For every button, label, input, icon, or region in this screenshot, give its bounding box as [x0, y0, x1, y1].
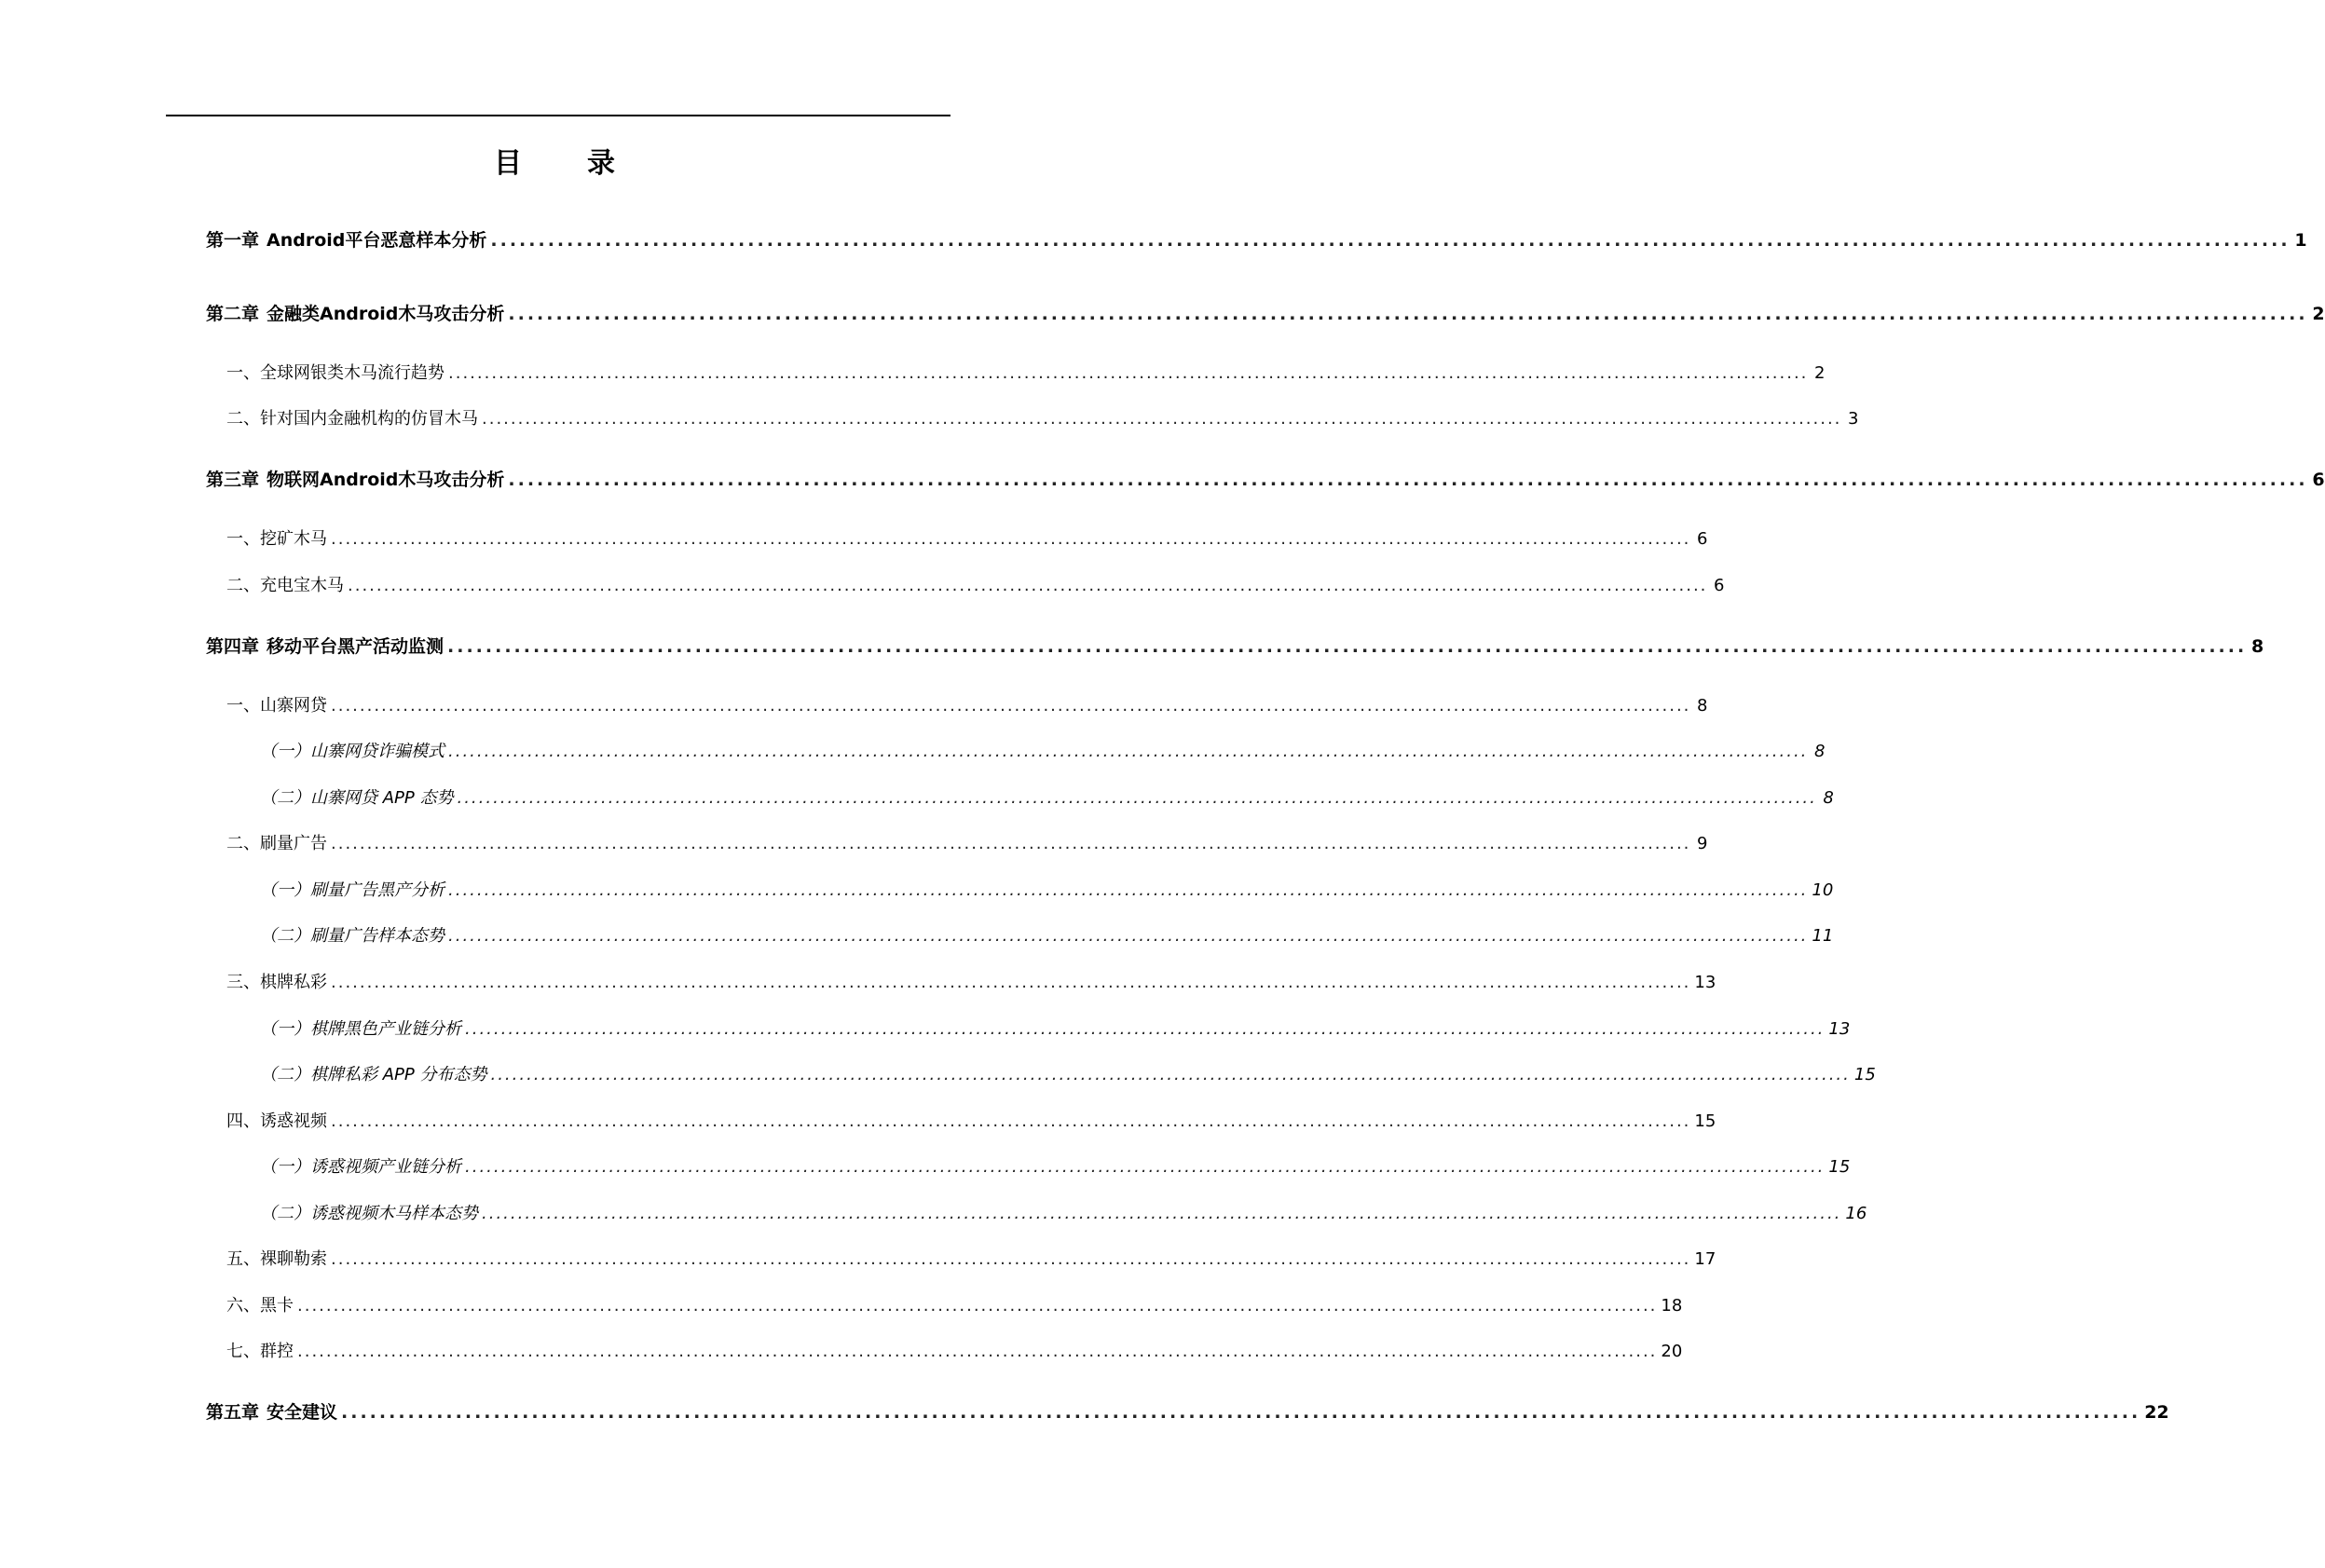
- toc-number: 五、: [226, 1249, 260, 1269]
- toc-entry-section[interactable]: [226, 360, 1826, 384]
- toc-entry-chapter-4[interactable]: [206, 633, 2264, 658]
- toc-page-number: 2: [2312, 304, 2325, 324]
- toc-leader: .............................................................................................................................................................................................: [297, 1342, 1658, 1361]
- toc-entry-section[interactable]: [226, 692, 1708, 716]
- header-rule: [166, 115, 951, 116]
- title-char-1: 目: [494, 147, 522, 180]
- toc-title: Android平台恶意样本分析: [267, 230, 487, 251]
- toc-title: 诱惑视频: [260, 1111, 327, 1131]
- toc-title: 安全建议: [267, 1402, 338, 1423]
- toc-title: 物联网Android木马攻击分析: [267, 470, 505, 490]
- toc-number: 六、: [226, 1296, 260, 1316]
- toc-leader: .............................................................................................................................................................................................: [297, 1296, 1658, 1316]
- toc-page-number: 20: [1661, 1342, 1683, 1361]
- toc-page-number: 13: [1828, 1019, 1851, 1039]
- toc-page-number: 6: [1713, 576, 1725, 595]
- toc-title: 刷量广告: [260, 834, 327, 853]
- toc-entry-chapter-3[interactable]: [206, 466, 2325, 491]
- toc-entry-subsection[interactable]: [260, 1016, 1851, 1040]
- toc-leader: .............................................................................................................................................................................................: [465, 1157, 1826, 1177]
- toc-leader: .............................................................................................................................................................................................: [457, 788, 1817, 808]
- toc-leader: .............................................................................................................................................................................................: [482, 1204, 1842, 1223]
- toc-entry-subsection[interactable]: [260, 922, 1834, 947]
- toc-number: （一）: [260, 880, 310, 900]
- toc-leader: .............................................................................................................................................................................................: [490, 1065, 1851, 1084]
- toc-title: 移动平台黑产活动监测: [267, 636, 444, 657]
- toc-page-number: 8: [1823, 788, 1834, 808]
- toc-number: 第四章: [206, 636, 260, 657]
- toc-leader: .............................................................................................................................................................................................: [448, 926, 1809, 946]
- toc-entry-subsection[interactable]: [260, 877, 1834, 901]
- toc-page-number: 8: [1696, 696, 1708, 716]
- toc-leader: .............................................................................................................................................................................................: [348, 576, 1708, 595]
- toc-leader: .............................................................................................................................................................................................: [508, 470, 2308, 490]
- toc-entry-subsection[interactable]: [260, 1200, 1867, 1224]
- toc-title: 针对国内金融机构的仿冒木马: [260, 409, 478, 429]
- toc-number: （二）: [260, 1065, 310, 1084]
- toc-number: 二、: [226, 409, 260, 429]
- toc-entry-section[interactable]: [226, 1246, 1716, 1270]
- toc-leader: .............................................................................................................................................................................................: [331, 834, 1691, 853]
- toc-number: 三、: [226, 973, 260, 992]
- toc-number: 第二章: [206, 304, 260, 324]
- toc-leader: .............................................................................................................................................................................................: [331, 529, 1691, 549]
- toc-title: 诱惑视频产业链分析: [310, 1157, 461, 1177]
- toc-entry-section[interactable]: [226, 405, 1859, 429]
- toc-title: 棋牌黑色产业链分析: [310, 1019, 461, 1039]
- toc-number: （一）: [260, 1157, 310, 1177]
- toc-number: （二）: [260, 788, 310, 808]
- toc-title: 刷量广告黑产分析: [310, 880, 444, 900]
- toc-entry-section[interactable]: [226, 1292, 1683, 1316]
- toc-number: 七、: [226, 1342, 260, 1361]
- toc-number: 一、: [226, 363, 260, 383]
- toc-leader: .............................................................................................................................................................................................: [448, 880, 1809, 900]
- toc-title: 山寨网贷 APP 态势: [310, 788, 454, 808]
- toc-entry-section[interactable]: [226, 525, 1708, 550]
- toc-page-number: 22: [2144, 1402, 2169, 1423]
- toc-title: 刷量广告样本态势: [310, 926, 444, 946]
- toc-entry-subsection[interactable]: [260, 1061, 1876, 1085]
- toc-title: 山寨网贷诈骗模式: [310, 742, 444, 761]
- page-title: [0, 140, 1109, 181]
- toc-leader: .............................................................................................................................................................................................: [482, 409, 1842, 429]
- toc-title: 黑卡: [260, 1296, 294, 1316]
- title-char-2: 录: [587, 147, 615, 180]
- toc-number: （一）: [260, 1019, 310, 1039]
- toc-page-number: 6: [2312, 470, 2325, 490]
- toc-entry-subsection[interactable]: [260, 1153, 1851, 1178]
- toc-page-number: 10: [1812, 880, 1834, 900]
- toc-number: 第一章: [206, 230, 260, 251]
- toc-title: 棋牌私彩: [260, 973, 327, 992]
- toc-title: 充电宝木马: [260, 576, 344, 595]
- toc-title: 山寨网贷: [260, 696, 327, 716]
- toc-leader: .............................................................................................................................................................................................: [447, 636, 2248, 657]
- toc-page-number: 9: [1696, 834, 1708, 853]
- toc-leader: .............................................................................................................................................................................................: [490, 230, 2291, 251]
- toc-page-number: 15: [1828, 1157, 1851, 1177]
- toc-leader: .............................................................................................................................................................................................: [331, 973, 1691, 992]
- toc-title: 诱惑视频木马样本态势: [310, 1204, 478, 1223]
- toc-title: 棋牌私彩 APP 分布态势: [310, 1065, 487, 1084]
- toc-page-number: 6: [1696, 529, 1708, 549]
- toc-title: 群控: [260, 1342, 294, 1361]
- toc-page-number: 17: [1694, 1249, 1716, 1269]
- toc-leader: .............................................................................................................................................................................................: [508, 304, 2308, 324]
- toc-number: 二、: [226, 834, 260, 853]
- toc-entry-section[interactable]: [226, 1108, 1716, 1132]
- toc-page-number: 16: [1845, 1204, 1867, 1223]
- toc-page-number: 8: [1813, 742, 1826, 761]
- toc-number: （二）: [260, 1204, 310, 1223]
- toc-number: 一、: [226, 696, 260, 716]
- toc-entry-chapter-5[interactable]: [206, 1398, 2169, 1424]
- toc-title: 金融类Android木马攻击分析: [267, 304, 505, 324]
- toc-number: 一、: [226, 529, 260, 549]
- toc-leader: .............................................................................................................................................................................................: [448, 363, 1809, 383]
- toc-entry-subsection[interactable]: [260, 738, 1826, 762]
- toc-number: 第五章: [206, 1402, 260, 1423]
- toc-number: 四、: [226, 1111, 260, 1131]
- toc-number: （一）: [260, 742, 310, 761]
- toc-page-number: 15: [1853, 1065, 1876, 1084]
- toc-entry-section[interactable]: [226, 1338, 1683, 1362]
- toc-title: 全球网银类木马流行趋势: [260, 363, 444, 383]
- toc-leader: .............................................................................................................................................................................................: [331, 1249, 1691, 1269]
- toc-page-number: 13: [1694, 973, 1716, 992]
- toc-entry-chapter-1[interactable]: [206, 226, 2307, 252]
- toc-leader: .............................................................................................................................................................................................: [448, 742, 1809, 761]
- toc-page-number: 11: [1812, 926, 1834, 946]
- toc-entry-section[interactable]: [226, 969, 1716, 993]
- toc-title: 挖矿木马: [260, 529, 327, 549]
- toc-page-number: 2: [1813, 363, 1826, 383]
- toc-leader: .............................................................................................................................................................................................: [331, 696, 1691, 716]
- toc-number: （二）: [260, 926, 310, 946]
- toc-page-number: 8: [2250, 636, 2264, 657]
- toc-entry-chapter-2[interactable]: [206, 300, 2325, 325]
- toc-number: 二、: [226, 576, 260, 595]
- toc-title: 裸聊勒索: [260, 1249, 327, 1269]
- toc-entry-section[interactable]: [226, 830, 1708, 854]
- toc-leader: .............................................................................................................................................................................................: [331, 1111, 1691, 1131]
- toc-page-number: 18: [1661, 1296, 1683, 1316]
- toc-page-number: 3: [1847, 409, 1859, 429]
- toc-entry-subsection[interactable]: [260, 784, 1834, 809]
- toc-leader: .............................................................................................................................................................................................: [341, 1402, 2141, 1423]
- toc-leader: .............................................................................................................................................................................................: [465, 1019, 1826, 1039]
- toc-entry-section[interactable]: [226, 572, 1725, 596]
- toc-number: 第三章: [206, 470, 260, 490]
- toc-page-number: 1: [2294, 230, 2307, 251]
- toc-page-number: 15: [1694, 1111, 1716, 1131]
